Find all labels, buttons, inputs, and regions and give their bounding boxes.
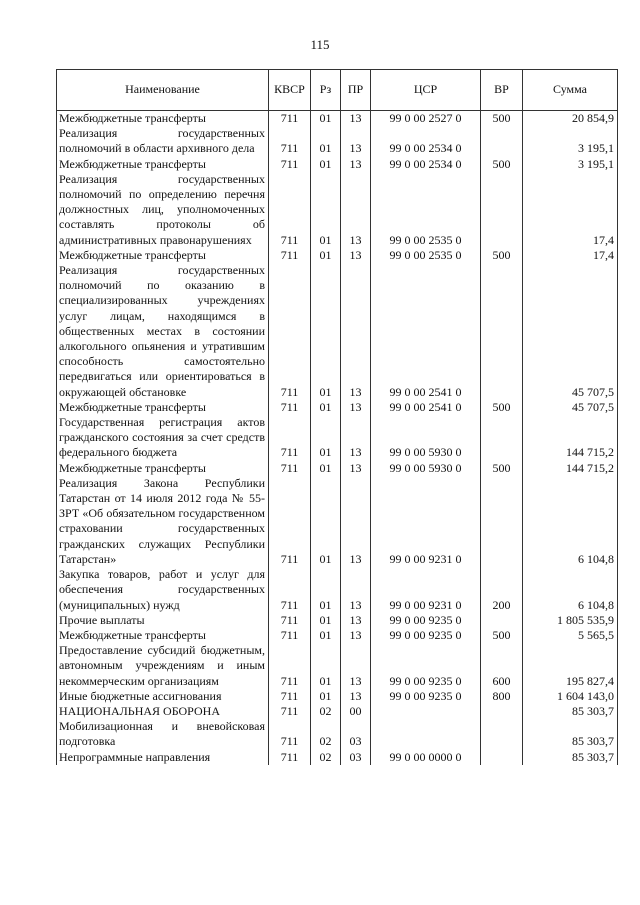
cell-vr: 500	[481, 248, 523, 263]
cell-vr	[481, 126, 523, 156]
cell-rz: 02	[311, 719, 341, 749]
cell-sum: 3 195,1	[523, 157, 618, 172]
cell-kvsr: 711	[269, 400, 311, 415]
table-row	[57, 476, 618, 567]
table-row	[57, 400, 618, 415]
cell-csr	[371, 719, 481, 749]
cell-rz: 01	[311, 613, 341, 628]
budget-table	[56, 69, 618, 765]
column-header-kvsr: КВСР	[269, 70, 311, 111]
cell-csr: 99 0 00 2527 0	[371, 111, 481, 127]
cell-kvsr: 711	[269, 689, 311, 704]
cell-pr: 13	[341, 643, 371, 689]
cell-name: Межбюджетные трансферты	[57, 628, 269, 643]
cell-csr: 99 0 00 5930 0	[371, 415, 481, 461]
cell-csr: 99 0 00 9235 0	[371, 613, 481, 628]
cell-pr: 13	[341, 415, 371, 461]
table-row	[57, 628, 618, 643]
table-row	[57, 415, 618, 461]
table-row	[57, 157, 618, 172]
table-row	[57, 689, 618, 704]
cell-rz: 01	[311, 643, 341, 689]
cell-pr: 13	[341, 111, 371, 127]
table-header-row	[57, 70, 618, 111]
cell-csr: 99 0 00 0000 0	[371, 750, 481, 765]
cell-rz: 01	[311, 461, 341, 476]
cell-sum: 85 303,7	[523, 750, 618, 765]
cell-kvsr: 711	[269, 567, 311, 613]
cell-vr	[481, 415, 523, 461]
cell-pr: 13	[341, 461, 371, 476]
cell-name: Реализация государственных полномочий в области архивного дела	[57, 126, 269, 156]
cell-vr	[481, 704, 523, 719]
cell-name: Межбюджетные трансферты	[57, 400, 269, 415]
cell-csr: 99 0 00 9231 0	[371, 567, 481, 613]
page-number: 115	[310, 37, 330, 52]
cell-pr: 13	[341, 248, 371, 263]
cell-csr	[371, 704, 481, 719]
cell-sum: 5 565,5	[523, 628, 618, 643]
cell-kvsr: 711	[269, 476, 311, 567]
cell-csr: 99 0 00 2541 0	[371, 263, 481, 400]
cell-rz: 01	[311, 415, 341, 461]
cell-pr: 13	[341, 263, 371, 400]
cell-rz: 02	[311, 750, 341, 765]
cell-vr: 500	[481, 628, 523, 643]
cell-rz: 01	[311, 157, 341, 172]
table-row	[57, 613, 618, 628]
column-header-pr: ПР	[341, 70, 371, 111]
cell-rz: 01	[311, 400, 341, 415]
cell-sum: 144 715,2	[523, 415, 618, 461]
cell-kvsr: 711	[269, 613, 311, 628]
column-header-vr: ВР	[481, 70, 523, 111]
cell-sum: 6 104,8	[523, 476, 618, 567]
cell-sum: 144 715,2	[523, 461, 618, 476]
cell-pr: 13	[341, 400, 371, 415]
table-row	[57, 172, 618, 248]
cell-kvsr: 711	[269, 111, 311, 127]
cell-pr: 03	[341, 719, 371, 749]
cell-rz: 01	[311, 172, 341, 248]
cell-kvsr: 711	[269, 263, 311, 400]
cell-pr: 00	[341, 704, 371, 719]
cell-vr	[481, 263, 523, 400]
cell-name: Межбюджетные трансферты	[57, 111, 269, 127]
cell-sum: 20 854,9	[523, 111, 618, 127]
table-row	[57, 263, 618, 400]
cell-vr: 600	[481, 643, 523, 689]
cell-name: Мобилизационная и вневойсковая подготовка	[57, 719, 269, 749]
cell-name: Межбюджетные трансферты	[57, 461, 269, 476]
cell-name: Иные бюджетные ассигнования	[57, 689, 269, 704]
cell-kvsr: 711	[269, 750, 311, 765]
cell-vr	[481, 750, 523, 765]
cell-kvsr: 711	[269, 643, 311, 689]
cell-name: Предоставление субсидий бюджетным, автономным учреждениям и иным некоммерческим организациям	[57, 643, 269, 689]
column-header-sum: Сумма	[523, 70, 618, 111]
cell-pr: 13	[341, 567, 371, 613]
cell-vr	[481, 476, 523, 567]
cell-csr: 99 0 00 9235 0	[371, 643, 481, 689]
table-row	[57, 643, 618, 689]
cell-rz: 01	[311, 689, 341, 704]
cell-rz: 01	[311, 248, 341, 263]
cell-csr: 99 0 00 9235 0	[371, 628, 481, 643]
cell-vr: 800	[481, 689, 523, 704]
cell-kvsr: 711	[269, 628, 311, 643]
cell-kvsr: 711	[269, 719, 311, 749]
cell-rz: 01	[311, 111, 341, 127]
cell-sum: 17,4	[523, 172, 618, 248]
cell-kvsr: 711	[269, 461, 311, 476]
cell-name: Межбюджетные трансферты	[57, 157, 269, 172]
cell-sum: 45 707,5	[523, 263, 618, 400]
cell-csr: 99 0 00 5930 0	[371, 461, 481, 476]
cell-sum: 3 195,1	[523, 126, 618, 156]
column-header-rz: Рз	[311, 70, 341, 111]
table-row	[57, 126, 618, 156]
cell-vr	[481, 719, 523, 749]
cell-pr: 13	[341, 628, 371, 643]
cell-name: НАЦИОНАЛЬНАЯ ОБОРОНА	[57, 704, 269, 719]
cell-csr: 99 0 00 2541 0	[371, 400, 481, 415]
cell-vr: 500	[481, 157, 523, 172]
cell-csr: 99 0 00 2534 0	[371, 126, 481, 156]
table-row	[57, 461, 618, 476]
cell-sum: 17,4	[523, 248, 618, 263]
cell-kvsr: 711	[269, 172, 311, 248]
cell-name: Прочие выплаты	[57, 613, 269, 628]
cell-csr: 99 0 00 9235 0	[371, 689, 481, 704]
table-row	[57, 750, 618, 765]
cell-rz: 01	[311, 628, 341, 643]
cell-vr: 500	[481, 461, 523, 476]
cell-kvsr: 711	[269, 704, 311, 719]
cell-sum: 85 303,7	[523, 719, 618, 749]
cell-pr: 13	[341, 613, 371, 628]
cell-kvsr: 711	[269, 126, 311, 156]
cell-vr: 500	[481, 400, 523, 415]
cell-kvsr: 711	[269, 157, 311, 172]
column-header-csr: ЦСР	[371, 70, 481, 111]
table-row	[57, 567, 618, 613]
cell-sum: 195 827,4	[523, 643, 618, 689]
cell-name: Непрограммные направления	[57, 750, 269, 765]
cell-pr: 03	[341, 750, 371, 765]
cell-name: Государственная регистрация актов гражданского состояния за счет средств федерального бюджета	[57, 415, 269, 461]
cell-csr: 99 0 00 2534 0	[371, 157, 481, 172]
table-row	[57, 704, 618, 719]
table-row	[57, 719, 618, 749]
table-row	[57, 111, 618, 127]
cell-pr: 13	[341, 126, 371, 156]
cell-pr: 13	[341, 689, 371, 704]
cell-vr	[481, 613, 523, 628]
table-row	[57, 248, 618, 263]
cell-name: Реализация государственных полномочий по определению перечня должностных лиц, уполномоченных составлять протоколы об административных правонарушениях	[57, 172, 269, 248]
cell-rz: 01	[311, 263, 341, 400]
cell-csr: 99 0 00 2535 0	[371, 172, 481, 248]
cell-vr: 200	[481, 567, 523, 613]
cell-sum: 1 805 535,9	[523, 613, 618, 628]
cell-sum: 6 104,8	[523, 567, 618, 613]
cell-vr	[481, 172, 523, 248]
cell-vr: 500	[481, 111, 523, 127]
column-header-name: Наименование	[57, 70, 269, 111]
cell-kvsr: 711	[269, 415, 311, 461]
cell-name: Межбюджетные трансферты	[57, 248, 269, 263]
cell-csr: 99 0 00 9231 0	[371, 476, 481, 567]
cell-name: Реализация государственных полномочий по оказанию в специализированных учреждениях услуг лицам, находящимся в общественных местах в состоянии алкогольного опьянения и утратившим способность самостоятельно передвигаться или ориентироваться в окружающей обстановке	[57, 263, 269, 400]
cell-rz: 01	[311, 567, 341, 613]
cell-pr: 13	[341, 172, 371, 248]
cell-name: Закупка товаров, работ и услуг для обеспечения государственных (муниципальных) нужд	[57, 567, 269, 613]
cell-pr: 13	[341, 476, 371, 567]
cell-rz: 01	[311, 126, 341, 156]
cell-name: Реализация Закона Республики Татарстан от 14 июля 2012 года № 55-ЗРТ «Об обязательном государственном страховании государственных гражданских служащих Республики Татарстан»	[57, 476, 269, 567]
cell-kvsr: 711	[269, 248, 311, 263]
cell-rz: 02	[311, 704, 341, 719]
cell-sum: 85 303,7	[523, 704, 618, 719]
cell-rz: 01	[311, 476, 341, 567]
cell-csr: 99 0 00 2535 0	[371, 248, 481, 263]
cell-pr: 13	[341, 157, 371, 172]
cell-sum: 1 604 143,0	[523, 689, 618, 704]
cell-sum: 45 707,5	[523, 400, 618, 415]
